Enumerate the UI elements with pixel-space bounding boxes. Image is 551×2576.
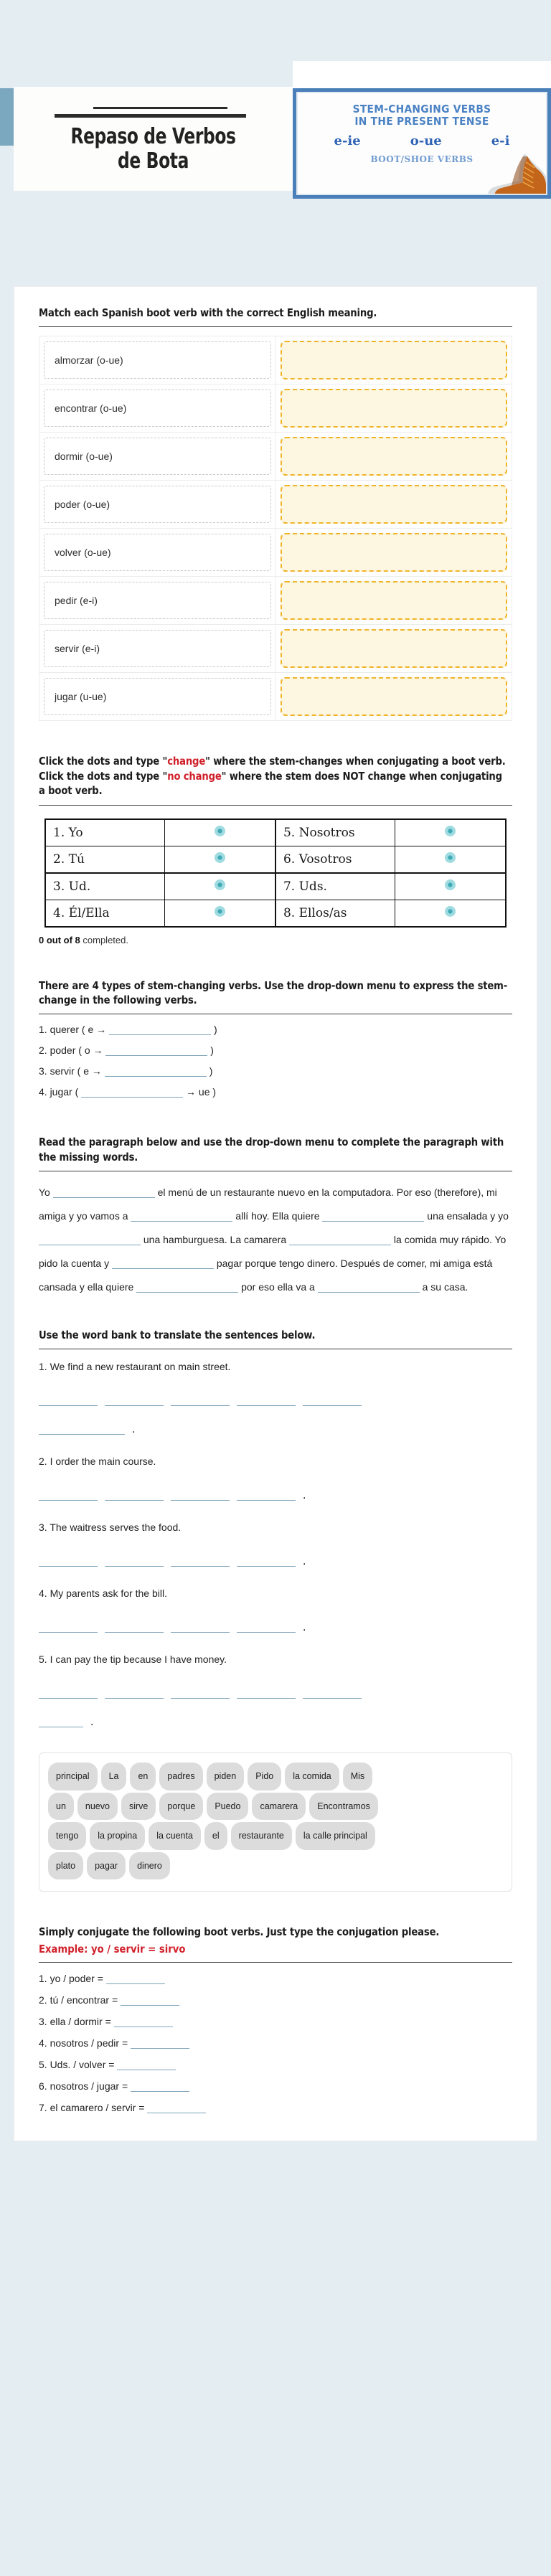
- match-term-7[interactable]: jugar (u-ue): [44, 678, 271, 715]
- match-term-6[interactable]: servir (e-i): [44, 630, 271, 667]
- image-subtitle: BOOT/SHOE VERBS: [370, 154, 474, 164]
- table-row: [39, 529, 512, 577]
- conjugate-input-1[interactable]: [121, 1994, 179, 2006]
- image-title-line1: STEM-CHANGING VERBS: [352, 103, 491, 115]
- match-term-1[interactable]: encontrar (o-ue): [44, 390, 271, 427]
- word-bank-chip[interactable]: la comida: [285, 1763, 339, 1791]
- match-dropzone-4[interactable]: [281, 533, 508, 572]
- match-term-5[interactable]: pedir (e-i): [44, 582, 271, 619]
- para-run-3: una ensalada y yo: [424, 1210, 509, 1222]
- table-row: [39, 384, 512, 433]
- paragraph-dropdown-0[interactable]: [53, 1186, 155, 1198]
- translate-blank-5-4[interactable]: [237, 1687, 296, 1699]
- table-row: [39, 673, 512, 721]
- type-dropdown-1[interactable]: [105, 1044, 207, 1056]
- completion-count: 0 out of 8: [39, 934, 80, 945]
- type-item-label-2: 3. servir ( e →: [39, 1065, 102, 1077]
- conjugate-input-4[interactable]: [117, 2059, 176, 2070]
- list-item: [39, 2102, 512, 2113]
- dots-divider: [39, 805, 512, 806]
- translate-answer-row-4: [39, 1613, 512, 1642]
- paragraph-dropdown-2[interactable]: [322, 1210, 424, 1222]
- translate-blank-3-1[interactable]: [39, 1555, 98, 1567]
- translate-prompt: Use the word bank to translate the sentences below.: [39, 1328, 316, 1341]
- list-item: [39, 2016, 512, 2027]
- match-dropzone-2[interactable]: [281, 437, 508, 476]
- word-bank-chip[interactable]: nuevo: [77, 1793, 118, 1821]
- translate-blank-1-5[interactable]: [303, 1395, 362, 1406]
- paragraph-dropdown-1[interactable]: [131, 1210, 232, 1222]
- translate-blank-3-2[interactable]: [105, 1555, 164, 1567]
- translate-blank-2-4[interactable]: [237, 1489, 296, 1501]
- worksheet-sheet: [14, 287, 537, 2141]
- translate-blank-5-6[interactable]: [39, 1716, 83, 1727]
- match-term-3[interactable]: poder (o-ue): [44, 486, 271, 523]
- word-bank-chip[interactable]: un: [48, 1793, 74, 1821]
- list-item: [39, 1994, 512, 2006]
- list-item: [39, 1973, 512, 1984]
- word-bank: [39, 1752, 512, 1892]
- table-row: [45, 846, 506, 873]
- list-item: [39, 2037, 512, 2049]
- word-bank-chip[interactable]: la propina: [90, 1822, 145, 1850]
- translate-blank-2-2[interactable]: [105, 1489, 164, 1501]
- word-bank-chip[interactable]: camarera: [252, 1793, 306, 1821]
- word-bank-chip[interactable]: el: [204, 1822, 227, 1850]
- section-dots: [39, 721, 512, 945]
- section-stem-types: [39, 945, 512, 1098]
- word-bank-chip[interactable]: piden: [207, 1763, 245, 1791]
- word-bank-chip[interactable]: Mis: [343, 1763, 372, 1791]
- table-row: [39, 481, 512, 529]
- translate-sentence-5: 5. I can pay the tip because I have money.: [39, 1653, 227, 1665]
- image-blue-frame: [293, 88, 551, 199]
- table-row: [45, 900, 506, 927]
- type-dropdown-2[interactable]: [105, 1065, 207, 1077]
- list-item: [39, 1024, 512, 1035]
- match-divider: [39, 326, 512, 327]
- conjugate-label-2: 3. ella / dormir =: [39, 2015, 111, 2027]
- dots-prompt-red2: no change: [167, 769, 222, 783]
- dots-prompt-part3: " where the stem does NOT change when conjugating a boot verb.: [39, 769, 502, 798]
- dot-marker-8[interactable]: [445, 906, 456, 917]
- translate-blank-4-1[interactable]: [39, 1621, 98, 1633]
- translate-answer-row-2: [39, 1481, 512, 1510]
- translate-blank-3-4[interactable]: [237, 1555, 296, 1567]
- type-item-suffix-3: → ue ): [186, 1086, 217, 1098]
- table-row: [39, 433, 512, 481]
- conjugate-label-6: 7. el camarero / servir =: [39, 2101, 145, 2113]
- match-dropzone-5[interactable]: [281, 581, 508, 620]
- list-item: [39, 1044, 512, 1056]
- translate-period-2: .: [303, 1488, 306, 1501]
- translate-sentence-4: 4. My parents ask for the bill.: [39, 1587, 167, 1599]
- dots-prompt: [39, 754, 509, 798]
- translate-blank-5-1[interactable]: [39, 1687, 98, 1699]
- paragraph-dropdown-5[interactable]: [112, 1258, 214, 1269]
- match-dropzone-6[interactable]: [281, 629, 508, 668]
- dots-prompt-red1: change: [167, 755, 206, 768]
- match-dropzone-1[interactable]: [281, 389, 508, 428]
- image-title-line2: IN THE PRESENT TENSE: [354, 114, 489, 128]
- paragraph-dropdown-3[interactable]: [39, 1234, 141, 1245]
- translate-sentence-3: 3. The waitress serves the food.: [39, 1521, 182, 1533]
- conjugate-label-5: 6. nosotros / jugar =: [39, 2080, 128, 2092]
- translate-answer-row-1: [39, 1387, 512, 1444]
- dot-marker-2[interactable]: [215, 852, 225, 863]
- image-title: [308, 103, 536, 128]
- translate-blank-4-4[interactable]: [237, 1621, 296, 1633]
- translate-blank-2-1[interactable]: [39, 1489, 98, 1501]
- translate-blank-4-3[interactable]: [171, 1621, 230, 1633]
- translate-blank-1-3[interactable]: [171, 1395, 230, 1406]
- word-bank-chip[interactable]: la calle principal: [296, 1822, 375, 1850]
- pronoun-label-7: 7. Uds.: [276, 873, 395, 900]
- translate-sentence-2: 2. I order the main course.: [39, 1455, 156, 1467]
- types-prompt: There are 4 types of stem-changing verbs. Use the drop-down menu to express the stem-change in the following verbs.: [39, 978, 508, 1006]
- word-bank-chip[interactable]: sirve: [121, 1793, 156, 1821]
- list-item: [39, 2080, 512, 2092]
- pronoun-label-1: 1. Yo: [45, 819, 165, 846]
- word-bank-chip[interactable]: Encontramos: [309, 1793, 378, 1821]
- type-dropdown-3[interactable]: [81, 1086, 183, 1098]
- translate-blank-5-3[interactable]: [171, 1687, 230, 1699]
- para-run-6: pagar porque tengo dinero. Después de comer, mi amiga está cansada y ella quiere: [39, 1257, 493, 1293]
- type-item-label-1: 2. poder ( o →: [39, 1044, 103, 1057]
- word-bank-chip[interactable]: La: [101, 1763, 127, 1791]
- word-bank-chip[interactable]: principal: [48, 1763, 98, 1791]
- table-row: [39, 577, 512, 625]
- list-item: [39, 2059, 512, 2070]
- paragraph-body: [39, 1181, 512, 1298]
- section-match: [39, 287, 512, 721]
- translate-answer-row-3: [39, 1547, 512, 1576]
- word-bank-chip[interactable]: tengo: [48, 1822, 86, 1850]
- dot-marker-3[interactable]: [215, 879, 225, 890]
- paragraph-dropdown-6[interactable]: [136, 1281, 238, 1293]
- image-content: [296, 92, 547, 195]
- para-run-4: una hamburguesa. La camarera: [141, 1233, 290, 1245]
- pronoun-label-2: 2. Tú: [45, 846, 165, 873]
- translate-blank-5-2[interactable]: [105, 1687, 164, 1699]
- translate-period-3: .: [303, 1554, 306, 1567]
- word-bank-chip[interactable]: padres: [159, 1763, 202, 1791]
- paragraph-dropdown-4[interactable]: [289, 1234, 391, 1245]
- list-item: [39, 1065, 512, 1077]
- word-bank-chip[interactable]: plato: [48, 1852, 83, 1880]
- translate-blank-3-3[interactable]: [171, 1555, 230, 1567]
- translate-blank-1-6[interactable]: [39, 1423, 125, 1435]
- type-item-suffix-1: ): [210, 1044, 214, 1057]
- conjugate-input-6[interactable]: [147, 2102, 206, 2113]
- conjugate-input-5[interactable]: [131, 2080, 189, 2092]
- pattern-o-ue: o-ue: [410, 133, 442, 148]
- para-run-5: la comida muy rápido. Yo pido la cuenta y: [39, 1233, 507, 1269]
- section-paragraph: [39, 1098, 512, 1298]
- translate-answer-row-5: [39, 1679, 512, 1737]
- dots-table-wrap: [39, 818, 512, 928]
- table-row: [39, 336, 512, 384]
- translate-blank-2-3[interactable]: [171, 1489, 230, 1501]
- dot-marker-7[interactable]: [445, 879, 456, 890]
- translate-blank-1-4[interactable]: [237, 1395, 296, 1406]
- table-row: [45, 873, 506, 900]
- translate-period-1: .: [132, 1423, 136, 1435]
- conjugate-input-3[interactable]: [131, 2037, 189, 2049]
- conjugate-input-2[interactable]: [114, 2016, 173, 2027]
- page-banner: [0, 0, 551, 287]
- pattern-e-i: e-i: [491, 133, 510, 148]
- translate-blank-1-2[interactable]: [105, 1395, 164, 1406]
- dots-prompt-part1: Click the dots and type ": [39, 755, 168, 768]
- word-bank-chip[interactable]: Pido: [248, 1763, 281, 1791]
- pronoun-label-8: 8. Ellos/as: [276, 900, 395, 927]
- type-item-label-3: 4. jugar (: [39, 1086, 79, 1098]
- conjugate-label-3: 4. nosotros / pedir =: [39, 2037, 128, 2049]
- image-pattern-row: [298, 133, 546, 148]
- stem-changing-verbs-image: [293, 61, 551, 199]
- pronoun-label-5: 5. Nosotros: [276, 819, 395, 846]
- title-card: [14, 87, 293, 191]
- conjugate-prompt: Simply conjugate the following boot verbs. Just type the conjugation please.: [39, 1925, 440, 1939]
- conjugate-input-0[interactable]: [106, 1973, 165, 1984]
- match-dropzone-3[interactable]: [281, 485, 508, 524]
- match-table: [39, 336, 512, 721]
- translate-sentence-1: 1. We find a new restaurant on main street.: [39, 1360, 231, 1372]
- pronoun-label-6: 6. Vosotros: [276, 846, 395, 873]
- type-dropdown-0[interactable]: [109, 1024, 211, 1035]
- page-title: [71, 125, 236, 173]
- section-translate: [39, 1299, 512, 1892]
- para-run-0: Yo: [39, 1186, 53, 1199]
- conjugate-label-0: 1. yo / poder =: [39, 1972, 103, 1984]
- conjugate-divider: [39, 1962, 512, 1963]
- translate-blank-4-2[interactable]: [105, 1621, 164, 1633]
- match-term-4[interactable]: volver (o-ue): [44, 534, 271, 571]
- type-item-label-0: 1. querer ( e →: [39, 1024, 107, 1036]
- pronoun-label-4: 4. Él/Ella: [45, 900, 165, 927]
- pronoun-label-3: 3. Ud.: [45, 873, 165, 900]
- translate-period-4: .: [303, 1620, 306, 1633]
- para-run-8: a su casa.: [419, 1280, 468, 1293]
- translate-period-5: .: [90, 1715, 94, 1728]
- word-bank-chip[interactable]: pagar: [87, 1852, 126, 1880]
- paragraph-prompt: Read the paragraph below and use the drop-down menu to complete the paragraph with the missing words.: [39, 1136, 504, 1164]
- page-title-line1: Repaso de Verbos: [70, 124, 237, 149]
- type-item-suffix-2: ): [209, 1065, 213, 1077]
- match-dropzone-0[interactable]: [281, 341, 508, 379]
- boot-icon: [483, 151, 547, 195]
- word-bank-chip[interactable]: restaurante: [231, 1822, 292, 1850]
- completion-status: [39, 935, 512, 945]
- match-term-2[interactable]: dormir (o-ue): [44, 438, 271, 475]
- word-bank-chip[interactable]: dinero: [129, 1852, 170, 1880]
- match-term-0[interactable]: almorzar (o-ue): [44, 341, 271, 379]
- para-run-1: el menú de un restaurante nuevo en la computadora. Por eso (therefore), mi amiga y yo vamos a: [39, 1186, 497, 1222]
- match-prompt: Match each Spanish boot verb with the correct English meaning.: [39, 306, 377, 319]
- translate-blank-1-1[interactable]: [39, 1395, 98, 1406]
- word-bank-chip[interactable]: en: [130, 1763, 156, 1791]
- page-title-line2: de Bota: [118, 148, 189, 174]
- title-rule-top: [93, 107, 227, 109]
- para-run-7: por eso ella va a: [238, 1280, 318, 1293]
- type-item-suffix-0: ): [213, 1024, 217, 1036]
- word-bank-chip[interactable]: porque: [159, 1793, 203, 1821]
- section-conjugate: [39, 1892, 512, 2113]
- title-rule-bottom: [55, 114, 246, 118]
- conjugate-example: Example: yo / servir = sirvo: [39, 1942, 186, 1955]
- conjugate-label-1: 2. tú / encontrar =: [39, 1994, 118, 2006]
- table-row: [39, 625, 512, 673]
- completion-suffix: completed.: [80, 934, 128, 945]
- translate-blank-5-5[interactable]: [303, 1687, 362, 1699]
- dots-prompt-part2: " where the stem-changes when conjugating a boot verb. Click the dots and type ": [39, 755, 506, 783]
- pattern-e-ie: e-ie: [334, 133, 361, 148]
- word-bank-chip[interactable]: la cuenta: [149, 1822, 201, 1850]
- match-dropzone-7[interactable]: [281, 677, 508, 716]
- dot-marker-5[interactable]: [445, 826, 456, 836]
- para-run-2: allí hoy. Ella quiere: [232, 1210, 323, 1222]
- paragraph-dropdown-7[interactable]: [318, 1281, 420, 1293]
- conjugate-label-4: 5. Uds. / volver =: [39, 2058, 115, 2070]
- word-bank-chip[interactable]: Puedo: [207, 1793, 248, 1821]
- table-row: [45, 819, 506, 846]
- pronoun-dots-table: [44, 818, 507, 928]
- dot-marker-6[interactable]: [445, 852, 456, 863]
- list-item: [39, 1086, 512, 1098]
- dot-marker-1[interactable]: [215, 826, 225, 836]
- dot-marker-4[interactable]: [215, 906, 225, 917]
